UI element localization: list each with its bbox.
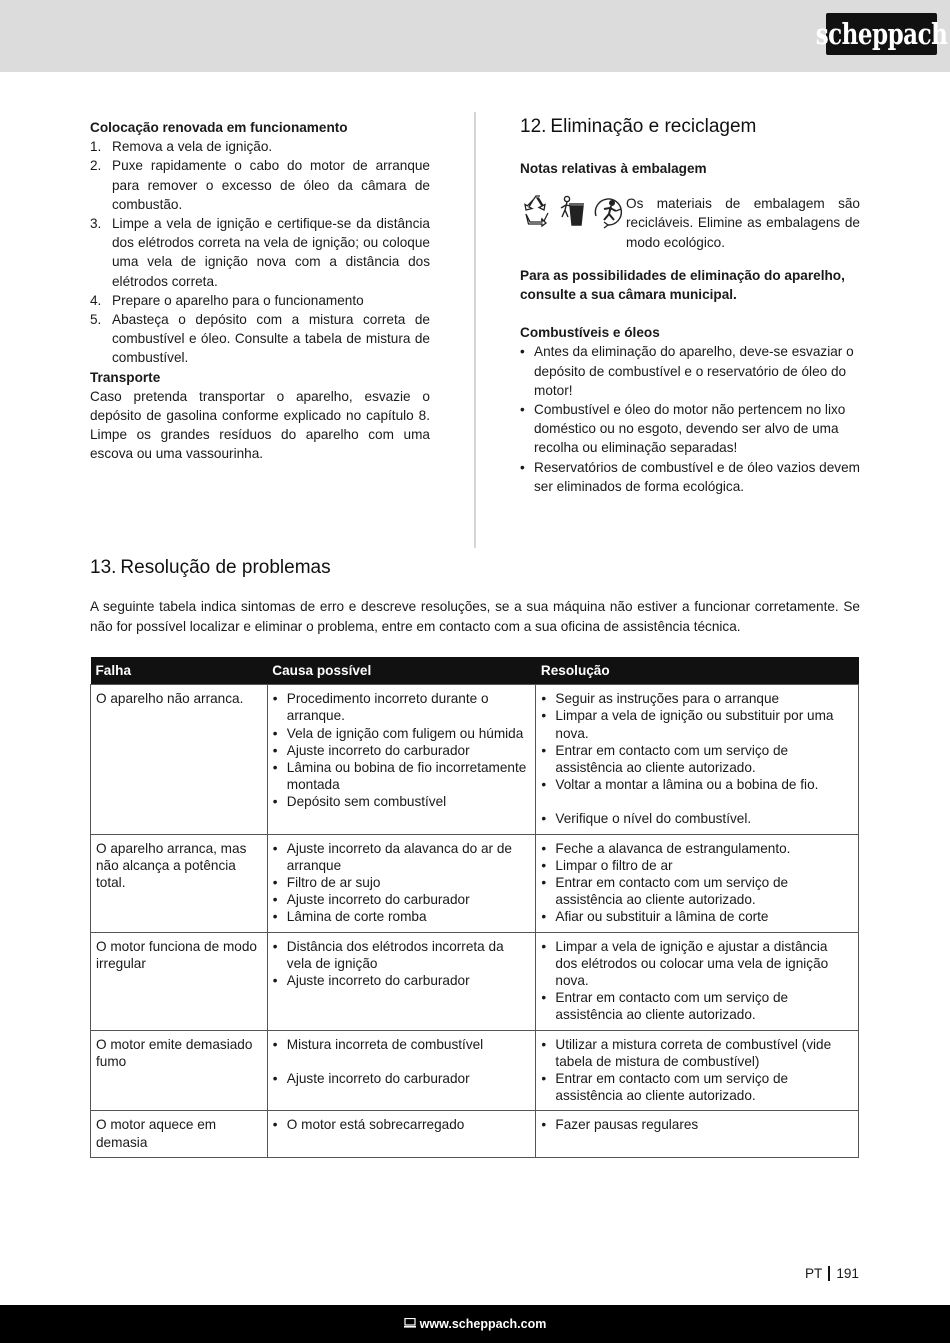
cause-item: • Ajuste incorreto da alavanca do ar de arranque [272, 840, 512, 873]
table-row [91, 1030, 859, 1111]
resolution-item: • Utilizar a mistura correta de combustível (vide tabela de mistura de combustível) [541, 1036, 832, 1069]
page-number-value: 191 [836, 1266, 859, 1281]
resolution-item: • Limpar o filtro de ar [541, 857, 673, 873]
fuel-bullet-item [520, 342, 860, 400]
left-column [90, 118, 430, 464]
person-disposal-icon [590, 194, 626, 230]
resolution-cell [536, 834, 859, 932]
right-column [520, 115, 860, 496]
cause-spacer [273, 1053, 531, 1070]
bullet-glyph: • [520, 344, 525, 360]
transport-text: Caso pretenda transportar o aparelho, esvazie o depósito de gasolina conforme explicado no capítulo 8. Limpe os grandes resíduos do aparelho com uma escova ou uma vassourinha. [90, 388, 430, 462]
resolution-item: • Seguir as instruções para o arranque [541, 691, 780, 707]
trash-bin-icon [556, 194, 588, 228]
section-12-number: 12. [520, 116, 547, 137]
resolution-spacer [541, 793, 853, 810]
resolution-item: • Verifique o nível do combustível. [541, 811, 752, 827]
step-text: Remova a vela de ignição. [112, 139, 273, 155]
step-item [90, 291, 430, 310]
cause-cell [267, 1030, 536, 1111]
resolution-item: • Entrar em contacto com um serviço de assistência ao cliente autorizado. [541, 742, 789, 776]
packaging-icons [520, 194, 626, 234]
step-number: 1. [90, 139, 102, 155]
cause-item: • O motor está sobrecarregado [272, 1117, 465, 1133]
resolution-cell [536, 685, 859, 834]
recycle-icon [520, 194, 554, 228]
page-number-separator [828, 1266, 830, 1281]
computer-icon [404, 1317, 416, 1331]
section-13-heading [90, 556, 331, 580]
resolution-item: • Feche a alavanca de estrangulamento. [541, 840, 791, 856]
fault-cell: O motor emite demasiado fumo [91, 1030, 268, 1111]
resolution-item: • Limpar a vela de ignição e ajustar a distância dos elétrodos ou colocar uma vela de ignição nova. [541, 938, 829, 989]
fault-cell: O motor aquece em demasia [91, 1111, 268, 1157]
table-header-row [91, 657, 859, 685]
cause-cell [267, 1111, 536, 1157]
section-12-heading [520, 115, 860, 139]
packaging-title: Notas relativas à embalagem [520, 161, 707, 176]
cause-item: • Distância dos elétrodos incorreta da vela de ignição [272, 938, 504, 971]
table-row [91, 1111, 859, 1157]
table-row [91, 685, 859, 834]
step-text: Prepare o aparelho para o funcionamento [112, 292, 364, 308]
fuel-bullet-text: Reservatórios de combustível e de óleo vazios devem ser eliminados de forma ecológica. [534, 459, 860, 494]
page-language: PT [804, 1266, 823, 1281]
transport-title: Transporte [90, 369, 161, 385]
step-item [90, 310, 430, 368]
cause-item: • Filtro de ar sujo [272, 875, 381, 891]
step-text: Puxe rapidamente o cabo do motor de arranque para remover o excesso de óleo da câmara de combustão. [112, 158, 430, 212]
fuel-bullet-text: Combustível e óleo do motor não pertencem no lixo doméstico ou no esgoto, devendo ser alvo de uma recolha ou eliminação separadas! [534, 402, 846, 456]
fuel-bullet-text: Antes da eliminação do aparelho, deve-se esvaziar o depósito de combustível e o reservatório de óleo do motor! [534, 344, 854, 398]
page-number [805, 1265, 859, 1282]
resolution-item: • Voltar a montar a lâmina ou a bobina de fio. [541, 777, 819, 793]
recommission-steps [90, 137, 430, 367]
resolution-item: • Entrar em contacto com um serviço de assistência ao cliente autorizado. [541, 990, 789, 1023]
resolution-cell [536, 1030, 859, 1111]
step-number: 2. [90, 158, 102, 174]
column-divider [474, 112, 476, 548]
step-number: 3. [90, 216, 102, 232]
packaging-text: Os materiais de embalagem são recicláveis. Elimine as embalagens de modo ecológico. [626, 196, 860, 250]
table-row [91, 932, 859, 1030]
footer-band [0, 1305, 950, 1343]
step-number: 5. [90, 312, 102, 328]
recommission-title: Colocação renovada em funcionamento [90, 120, 348, 135]
step-item [90, 214, 430, 291]
troubleshooting-intro: A seguinte tabela indica sintomas de erro e descreve resoluções, se a sua máquina não estiver a funcionar corretamente. Se não for possível localizar e eliminar o problema, entre em contacto com a sua oficina de assistência técnica. [90, 599, 860, 634]
brand-logo-text: scheppach [815, 17, 948, 51]
brand-logo [815, 13, 948, 55]
cause-cell [267, 932, 536, 1030]
cause-item: • Procedimento incorreto durante o arranque. [272, 691, 489, 724]
cause-cell [267, 685, 536, 834]
header-fault: Falha [91, 657, 268, 685]
resolution-cell [536, 932, 859, 1030]
cause-item: • Depósito sem combustível [272, 794, 447, 810]
disposal-note: Para as possibilidades de eliminação do aparelho, consulte a sua câmara municipal. [520, 267, 845, 303]
step-item [90, 137, 430, 156]
fault-cell: O motor funciona de modo irregular [91, 932, 268, 1030]
cause-item: • Ajuste incorreto do carburador [272, 892, 470, 908]
bullet-glyph: • [520, 459, 525, 475]
resolution-item: • Fazer pausas regulares [541, 1117, 699, 1133]
section-13-title: Resolução de problemas [120, 557, 331, 578]
resolution-item: • Entrar em contacto com um serviço de assistência ao cliente autorizado. [541, 1071, 789, 1104]
step-number: 4. [90, 292, 102, 308]
cause-item: • Ajuste incorreto do carburador [272, 1070, 470, 1086]
resolution-item: • Limpar a vela de ignição ou substituir por uma nova. [541, 708, 834, 741]
bullet-glyph: • [520, 402, 525, 418]
table-row [91, 834, 859, 932]
troubleshooting-table [90, 657, 859, 1158]
packaging-row [520, 194, 860, 252]
section-12-title: Eliminação e reciclagem [550, 116, 757, 137]
fuel-bullet-item [520, 400, 860, 458]
fuel-bullet-item [520, 458, 860, 496]
resolution-item: • Entrar em contacto com um serviço de assistência ao cliente autorizado. [541, 875, 789, 908]
header-resolution: Resolução [536, 657, 859, 685]
footer-url[interactable]: www.scheppach.com [419, 1317, 547, 1331]
cause-item: • Mistura incorreta de combustível [272, 1036, 484, 1052]
step-item [90, 156, 430, 214]
header-cause: Causa possível [267, 657, 536, 685]
fuel-title: Combustíveis e óleos [520, 325, 660, 341]
cause-cell [267, 834, 536, 932]
step-text: Limpe a vela de ignição e certifique-se da distância dos elétrodos correta na vela de ignição; ou coloque uma vela de ignição nova com a distância dos elétrodos correta. [112, 216, 430, 289]
cause-item: • Vela de ignição com fuligem ou húmida [272, 725, 524, 741]
resolution-item: • Afiar ou substituir a lâmina de corte [541, 909, 769, 925]
section-13-number: 13. [90, 557, 117, 578]
fault-cell: O aparelho arranca, mas não alcança a potência total. [91, 834, 268, 932]
header-band [0, 0, 950, 72]
fault-cell: O aparelho não arranca. [91, 685, 268, 834]
step-text: Abasteça o depósito com a mistura correta de combustível e óleo. Consulte a tabela de mistura de combustível. [112, 312, 430, 366]
cause-item: • Ajuste incorreto do carburador [272, 973, 470, 989]
cause-item: • Lâmina de corte romba [272, 909, 427, 925]
cause-item: • Lâmina ou bobina de fio incorretamente montada [272, 760, 527, 793]
resolution-cell [536, 1111, 859, 1157]
cause-item: • Ajuste incorreto do carburador [272, 742, 470, 758]
fuel-bullets [520, 342, 860, 496]
